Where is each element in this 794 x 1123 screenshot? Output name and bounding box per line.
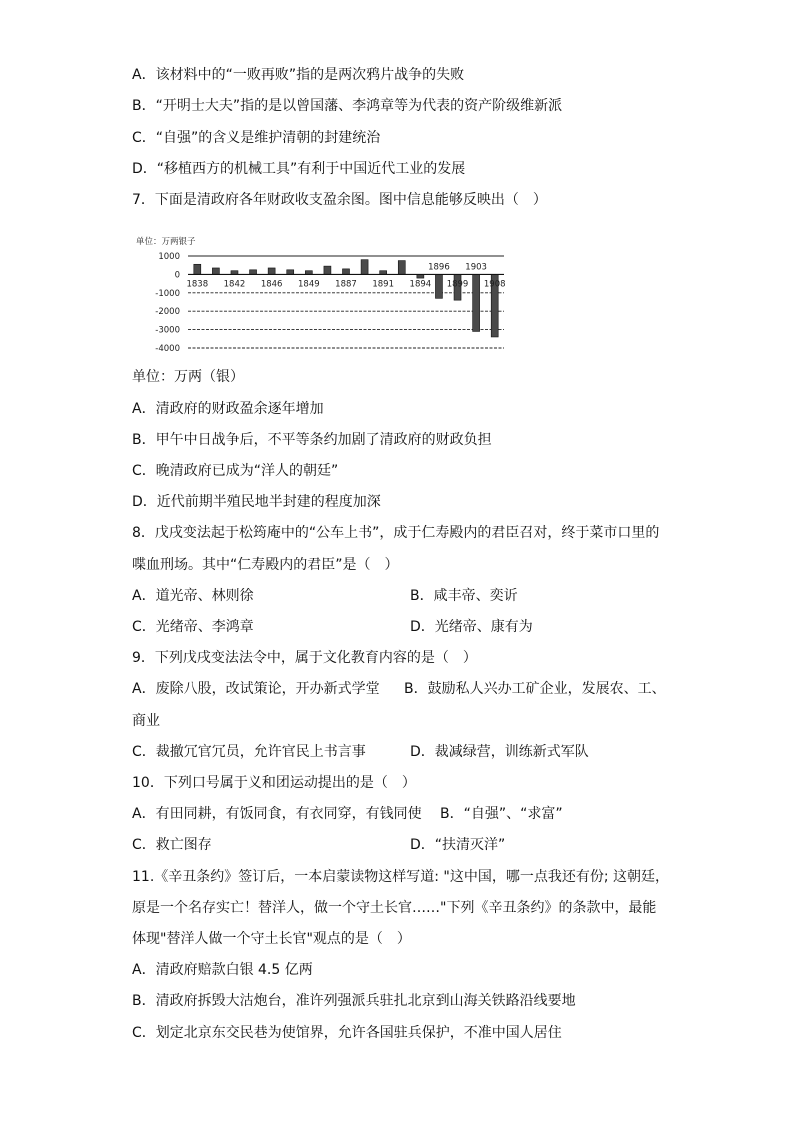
- year-label-1849: 1849: [298, 279, 320, 290]
- chart-unit-caption: 单位：万两（银）: [132, 369, 244, 385]
- y-tick-label: -1000: [155, 288, 180, 299]
- q8-option-d: D．光绪帝、康有为: [410, 619, 533, 635]
- q10-option-d: D．“扶清灭洋”: [410, 837, 506, 853]
- year-label-1842: 1842: [223, 279, 246, 290]
- year-label-1891: 1891: [372, 279, 394, 290]
- q8-option-c: C．光绪帝、李鸿章: [132, 619, 254, 635]
- q8-option-a: A．道光帝、林则徐: [132, 588, 254, 604]
- q7-option-b: B．甲午中日战争后，不平等条约加剧了清政府的财政负担: [132, 432, 492, 448]
- q7-option-d: D．近代前期半殖民地半封建的程度加深: [132, 494, 381, 510]
- chart-title: 单位：万两银子: [136, 237, 196, 247]
- y-tick-label: 0: [174, 270, 180, 281]
- q10-stem: 10．下列口号属于义和团运动提出的是（ ）: [132, 775, 416, 791]
- q10-option-c: C．救亡图存: [132, 837, 212, 853]
- fiscal-surplus-bar-chart: [130, 230, 520, 360]
- year-label-1899: 1899: [446, 279, 469, 290]
- q9-option-b: B．鼓励私人兴办工矿企业，发展农、工、: [404, 681, 666, 697]
- bar: [194, 264, 201, 274]
- q8-stem-line1: 8．戊戌变法起于松筠庵中的“公车上书”，成于仁寿殿内的君臣召对，终于菜市口里的: [132, 525, 660, 541]
- q6-option-a: A．该材料中的“一败再败”指的是两次鸦片战争的失败: [132, 67, 465, 83]
- y-tick-label: -2000: [155, 307, 180, 318]
- bar: [324, 266, 331, 274]
- q7-option-a: A．清政府的财政盈余逐年增加: [132, 401, 324, 417]
- q11-stem-line1: 11.《辛丑条约》签订后，一本启蒙读物这样写道: "这中国，哪一点我还有份; 这朝廷，: [132, 869, 670, 885]
- bar: [250, 270, 257, 275]
- y-tick-label: 1000: [158, 252, 180, 262]
- q9-stem: 9．下列戊戌变法法令中，属于文化教育内容的是（ ）: [132, 650, 477, 666]
- year-label-1903: 1903: [465, 262, 487, 273]
- q9-option-a: A．废除八股，改试策论，开办新式学堂: [132, 681, 380, 697]
- q11-option-b: B．清政府拆毁大沽炮台，准许列强派兵驻扎北京到山海关铁路沿线要地: [132, 993, 576, 1009]
- q9-option-d: D．裁减绿营，训练新式军队: [410, 744, 589, 760]
- q11-stem-line2: 原是一个名存实亡！替洋人，做一个守土长官……"下列《辛丑条约》的条款中，最能: [132, 900, 657, 916]
- q10-option-b: B．“自强”、“求富”: [440, 806, 563, 822]
- q7-option-c: C．晚清政府已成为“洋人的朝廷”: [132, 463, 339, 479]
- bar: [231, 271, 238, 275]
- q11-stem-line3: 体现"替洋人做一个守土长官"观点的是（ ）: [132, 931, 411, 947]
- chart-bars: [188, 260, 504, 337]
- year-label-1908: 1908: [483, 279, 506, 290]
- bar: [268, 268, 275, 274]
- bar: [361, 260, 368, 275]
- bar: [305, 271, 312, 275]
- q6-option-b: B．“开明士大夫”指的是以曾国藩、李鸿章等为代表的资产阶级维新派: [132, 98, 563, 114]
- y-tick-label: -4000: [155, 344, 180, 354]
- year-label-1896: 1896: [428, 262, 450, 273]
- q8-stem-line2: 喋血刑场。其中“仁寿殿内的君臣”是（ ）: [132, 557, 399, 573]
- bar: [435, 274, 442, 298]
- year-label-1894: 1894: [409, 279, 432, 290]
- q10-option-a: A．有田同耕，有饭同食，有衣同穿，有钱同使: [132, 806, 422, 822]
- year-label-1838: 1838: [186, 279, 209, 290]
- q9-option-b-continued: 商业: [132, 713, 160, 729]
- y-tick-label: -3000: [155, 325, 180, 336]
- bar: [212, 268, 219, 274]
- year-label-1846: 1846: [260, 279, 283, 290]
- year-label-1887: 1887: [335, 279, 357, 290]
- q7-stem: 7．下面是清政府各年财政收支盈余图。图中信息能够反映出（ ）: [132, 192, 547, 208]
- q8-option-b: B．咸丰帝、奕䜣: [410, 588, 518, 604]
- bar: [473, 274, 480, 331]
- q11-option-a: A．清政府赔款白银 4.5 亿两: [132, 962, 313, 978]
- bar: [398, 261, 405, 275]
- bar: [417, 274, 424, 278]
- bar: [380, 271, 387, 275]
- bar: [343, 269, 350, 275]
- q11-option-c: C．划定北京东交民巷为使馆界，允许各国驻兵保护，不准中国人居住: [132, 1025, 562, 1041]
- bar: [287, 270, 294, 275]
- q9-option-c: C．裁撤冗官冗员，允许官民上书言事: [132, 744, 366, 760]
- q6-option-c: C．“自强”的含义是维护清朝的封建统治: [132, 130, 381, 146]
- chart-y-axis: [155, 252, 180, 354]
- q6-option-d: D．“移植西方的机械工具”有利于中国近代工业的发展: [132, 161, 466, 177]
